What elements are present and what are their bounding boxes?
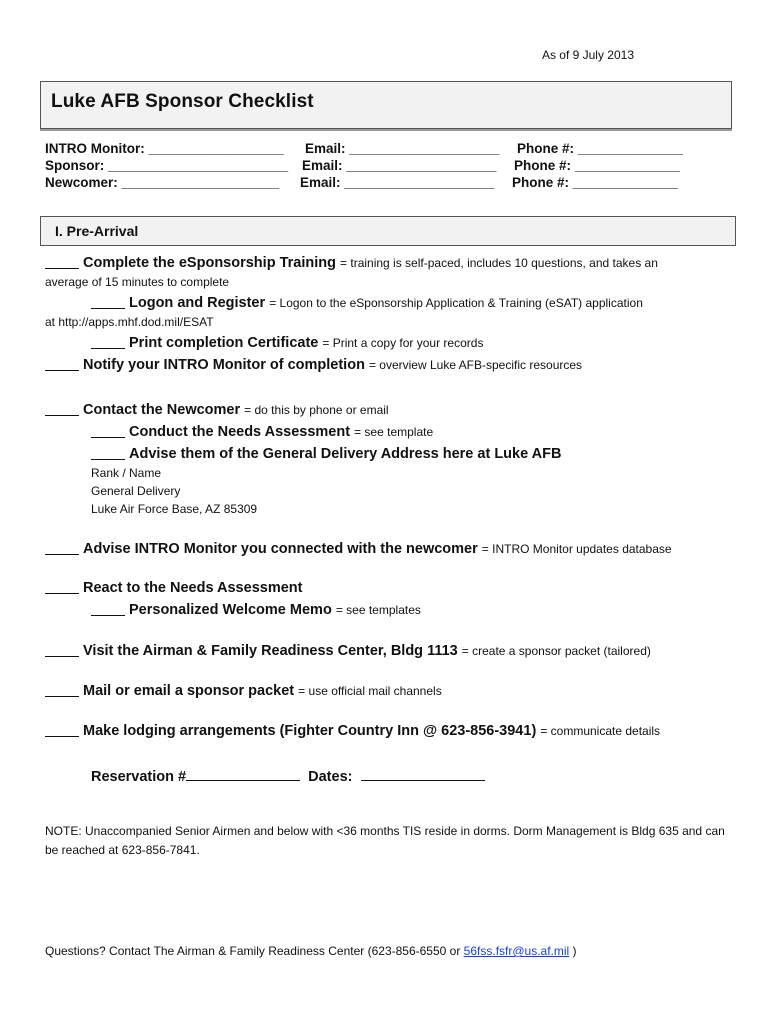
- checklist-item-memo: [91, 601, 421, 618]
- title-box: [40, 81, 732, 129]
- checkbox-blank[interactable]: [45, 722, 79, 737]
- reservation-row: [91, 766, 485, 785]
- newcomer-email-field[interactable]: Email: ____________________: [300, 175, 495, 190]
- item-title: React to the Needs Assessment: [83, 580, 303, 596]
- address-line: General Delivery: [91, 484, 181, 498]
- item-title: Conduct the Needs Assessment: [129, 424, 351, 440]
- reservation-number-field[interactable]: [186, 766, 300, 781]
- checkbox-blank[interactable]: [45, 356, 79, 371]
- item-title: Logon and Register: [129, 295, 266, 311]
- checklist-item-react: [45, 579, 302, 596]
- checkbox-blank[interactable]: [91, 294, 125, 309]
- item-desc: = Logon to the eSponsorship Application & Training (eSAT) application: [269, 296, 643, 310]
- item-desc: = see templates: [335, 603, 421, 617]
- item-desc: = Print a copy for your records: [322, 336, 484, 350]
- item-desc: = do this by phone or email: [244, 403, 389, 417]
- checkbox-blank[interactable]: [91, 601, 125, 616]
- dates-field[interactable]: [361, 766, 485, 781]
- checklist-item-needs: [91, 423, 433, 440]
- item-title: Mail or email a sponsor packet: [83, 683, 295, 699]
- item-title: Advise INTRO Monitor you connected with the newcomer: [83, 541, 478, 557]
- address-line: Rank / Name: [91, 466, 162, 480]
- item-title: Visit the Airman & Family Readiness Center, Bldg 1113: [83, 643, 458, 659]
- checklist-item-print: [91, 334, 483, 351]
- checklist-item-notify: [45, 356, 582, 373]
- item-title: Notify your INTRO Monitor of completion: [83, 357, 365, 373]
- item-desc-continued: average of 15 minutes to complete: [45, 275, 230, 289]
- item-title: Complete the eSponsorship Training: [83, 255, 336, 271]
- checkbox-blank[interactable]: [45, 579, 79, 594]
- checkbox-blank[interactable]: [45, 254, 79, 269]
- intro-monitor-phone-field[interactable]: Phone #: ______________: [517, 141, 683, 156]
- date-line: As of 9 July 2013: [541, 48, 634, 62]
- checkbox-blank[interactable]: [45, 540, 79, 555]
- footer: [45, 944, 577, 958]
- item-desc: = see template: [354, 425, 434, 439]
- item-desc: = use official mail channels: [298, 684, 442, 698]
- checkbox-blank[interactable]: [91, 445, 125, 460]
- item-title: Print completion Certificate: [129, 335, 319, 351]
- item-desc: = create a sponsor packet (tailored): [461, 644, 651, 658]
- item-desc: = training is self-paced, includes 10 questions, and takes an: [340, 256, 658, 270]
- intro-monitor-email-field[interactable]: Email: ____________________: [305, 141, 500, 156]
- section-header: [40, 216, 736, 246]
- checklist-item-lodging: [45, 722, 660, 739]
- item-title: Make lodging arrangements (Fighter Country Inn @ 623-856-3941): [83, 723, 537, 739]
- newcomer-field[interactable]: Newcomer: _____________________: [45, 175, 280, 190]
- dates-label: Dates:: [308, 769, 353, 785]
- checkbox-blank[interactable]: [45, 642, 79, 657]
- item-title: Personalized Welcome Memo: [129, 602, 332, 618]
- footer-close: ): [569, 944, 577, 958]
- checklist-item-advise-address: [91, 445, 561, 462]
- address-line: Luke Air Force Base, AZ 85309: [91, 502, 258, 516]
- checklist-item-visit: [45, 642, 651, 659]
- checklist-item-training: [45, 254, 658, 271]
- reservation-label: Reservation #: [91, 769, 187, 785]
- checklist-item-contact: [45, 401, 389, 418]
- checkbox-blank[interactable]: [91, 334, 125, 349]
- checklist-item-advise-intro: [45, 540, 672, 557]
- checkbox-blank[interactable]: [45, 401, 79, 416]
- intro-monitor-field[interactable]: INTRO Monitor: __________________: [45, 141, 284, 156]
- newcomer-phone-field[interactable]: Phone #: ______________: [512, 175, 678, 190]
- checklist-item-mail: [45, 682, 442, 699]
- item-desc: = overview Luke AFB-specific resources: [368, 358, 583, 372]
- sponsor-email-field[interactable]: Email: ____________________: [302, 158, 497, 173]
- item-desc: = INTRO Monitor updates database: [481, 542, 672, 556]
- email-link[interactable]: 56fss.fsfr@us.af.mil: [463, 944, 570, 958]
- note-text: NOTE: Unaccompanied Senior Airmen and below with <36 months TIS reside in dorms. Dorm Management is Bldg 635 and can be reached at 623-856-7841.: [45, 824, 725, 857]
- item-title: Advise them of the General Delivery Address here at Luke AFB: [129, 446, 562, 462]
- sponsor-phone-field[interactable]: Phone #: ______________: [514, 158, 680, 173]
- checkbox-blank[interactable]: [91, 423, 125, 438]
- item-desc: = communicate details: [540, 724, 661, 738]
- item-desc-continued: at http://apps.mhf.dod.mil/ESAT: [45, 315, 214, 329]
- section-title: I. Pre-Arrival: [55, 223, 139, 239]
- item-title: Contact the Newcomer: [83, 402, 241, 418]
- footer-text: Questions? Contact The Airman & Family Readiness Center (623-856-6550 or: [45, 944, 461, 958]
- sponsor-field[interactable]: Sponsor: ________________________: [45, 158, 289, 173]
- checklist-item-logon: [91, 294, 643, 311]
- page-title: Luke AFB Sponsor Checklist: [51, 91, 314, 112]
- checkbox-blank[interactable]: [45, 682, 79, 697]
